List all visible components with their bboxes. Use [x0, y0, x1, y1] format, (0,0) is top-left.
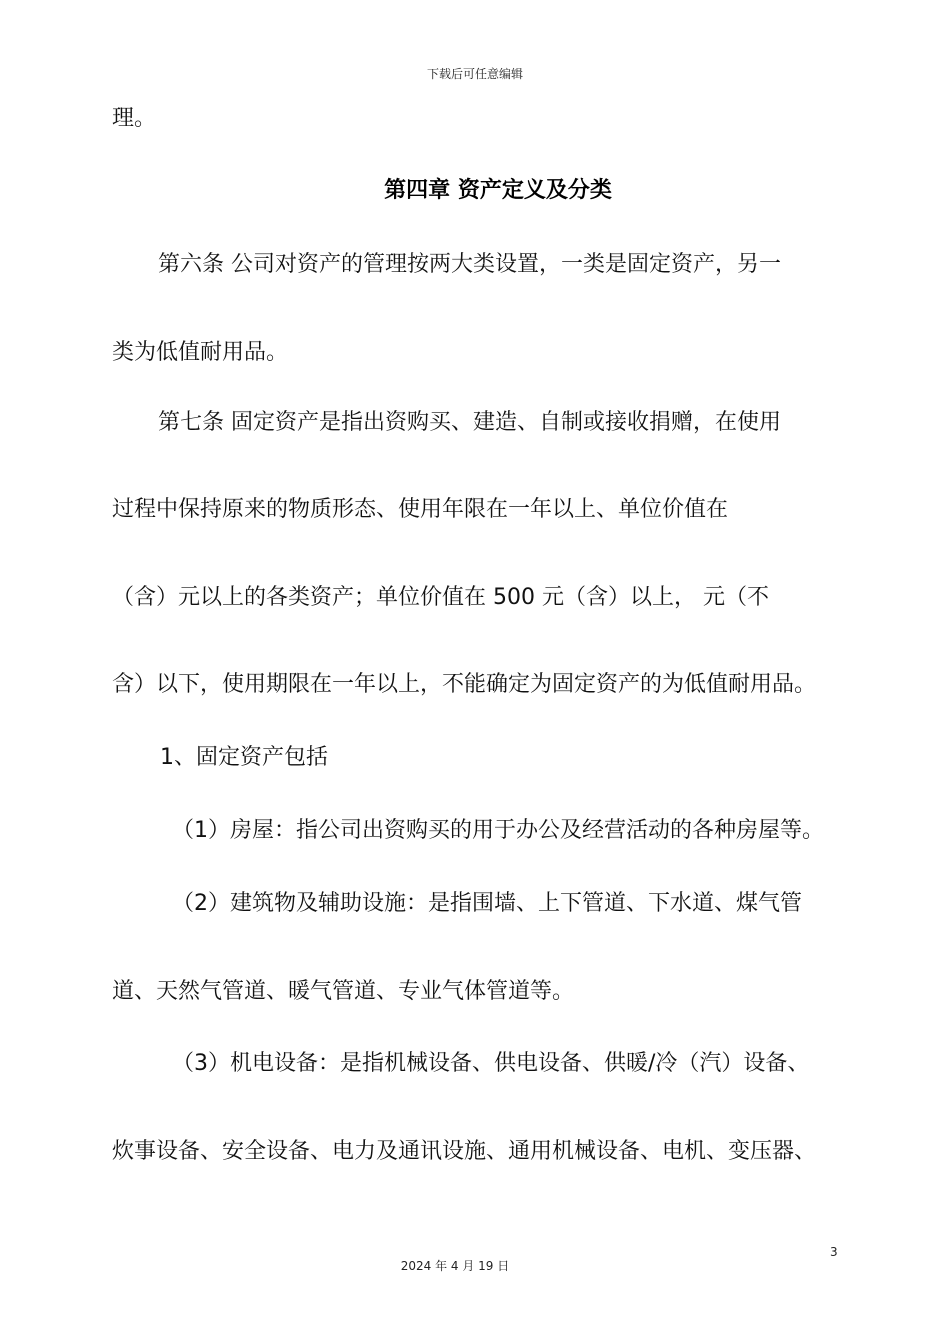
paragraph-line: 类为低值耐用品。	[112, 340, 289, 365]
paragraph-line: 炊事设备、安全设备、电力及通讯设施、通用机械设备、电机、变压器、	[112, 1139, 817, 1164]
list-heading: 1、固定资产包括	[160, 745, 328, 770]
page-number: 3	[830, 1245, 838, 1259]
paragraph-line: 含）以下，使用期限在一年以上，不能确定为固定资产的为低值耐用品。	[112, 672, 817, 697]
footer-date: 2024 年 4 月 19 日	[400, 1259, 510, 1273]
paragraph-line: 过程中保持原来的物质形态、使用年限在一年以上、单位价值在	[112, 497, 729, 522]
paragraph-line: 第六条 公司对资产的管理按两大类设置，一类是固定资产，另一	[158, 252, 781, 277]
paragraph-line: 理。	[112, 106, 157, 131]
paragraph-line: 第七条 固定资产是指出资购买、建造、自制或接收捐赠，在使用	[158, 410, 781, 435]
list-item: （1）房屋：指公司出资购买的用于办公及经营活动的各种房屋等。	[172, 818, 824, 843]
list-item: （3）机电设备：是指机械设备、供电设备、供暖/冷（汽）设备、	[172, 1051, 810, 1076]
paragraph-line: 道、天然气管道、暖气管道、专业气体管道等。	[112, 979, 575, 1004]
chapter-title: 第四章 资产定义及分类	[384, 178, 612, 203]
paragraph-line: （含）元以上的各类资产；单位价值在 500 元（含）以上， 元（不	[112, 585, 769, 610]
page-header: 下载后可任意编辑	[426, 67, 523, 81]
list-item: （2）建筑物及辅助设施：是指围墙、上下管道、下水道、煤气管	[172, 891, 802, 916]
